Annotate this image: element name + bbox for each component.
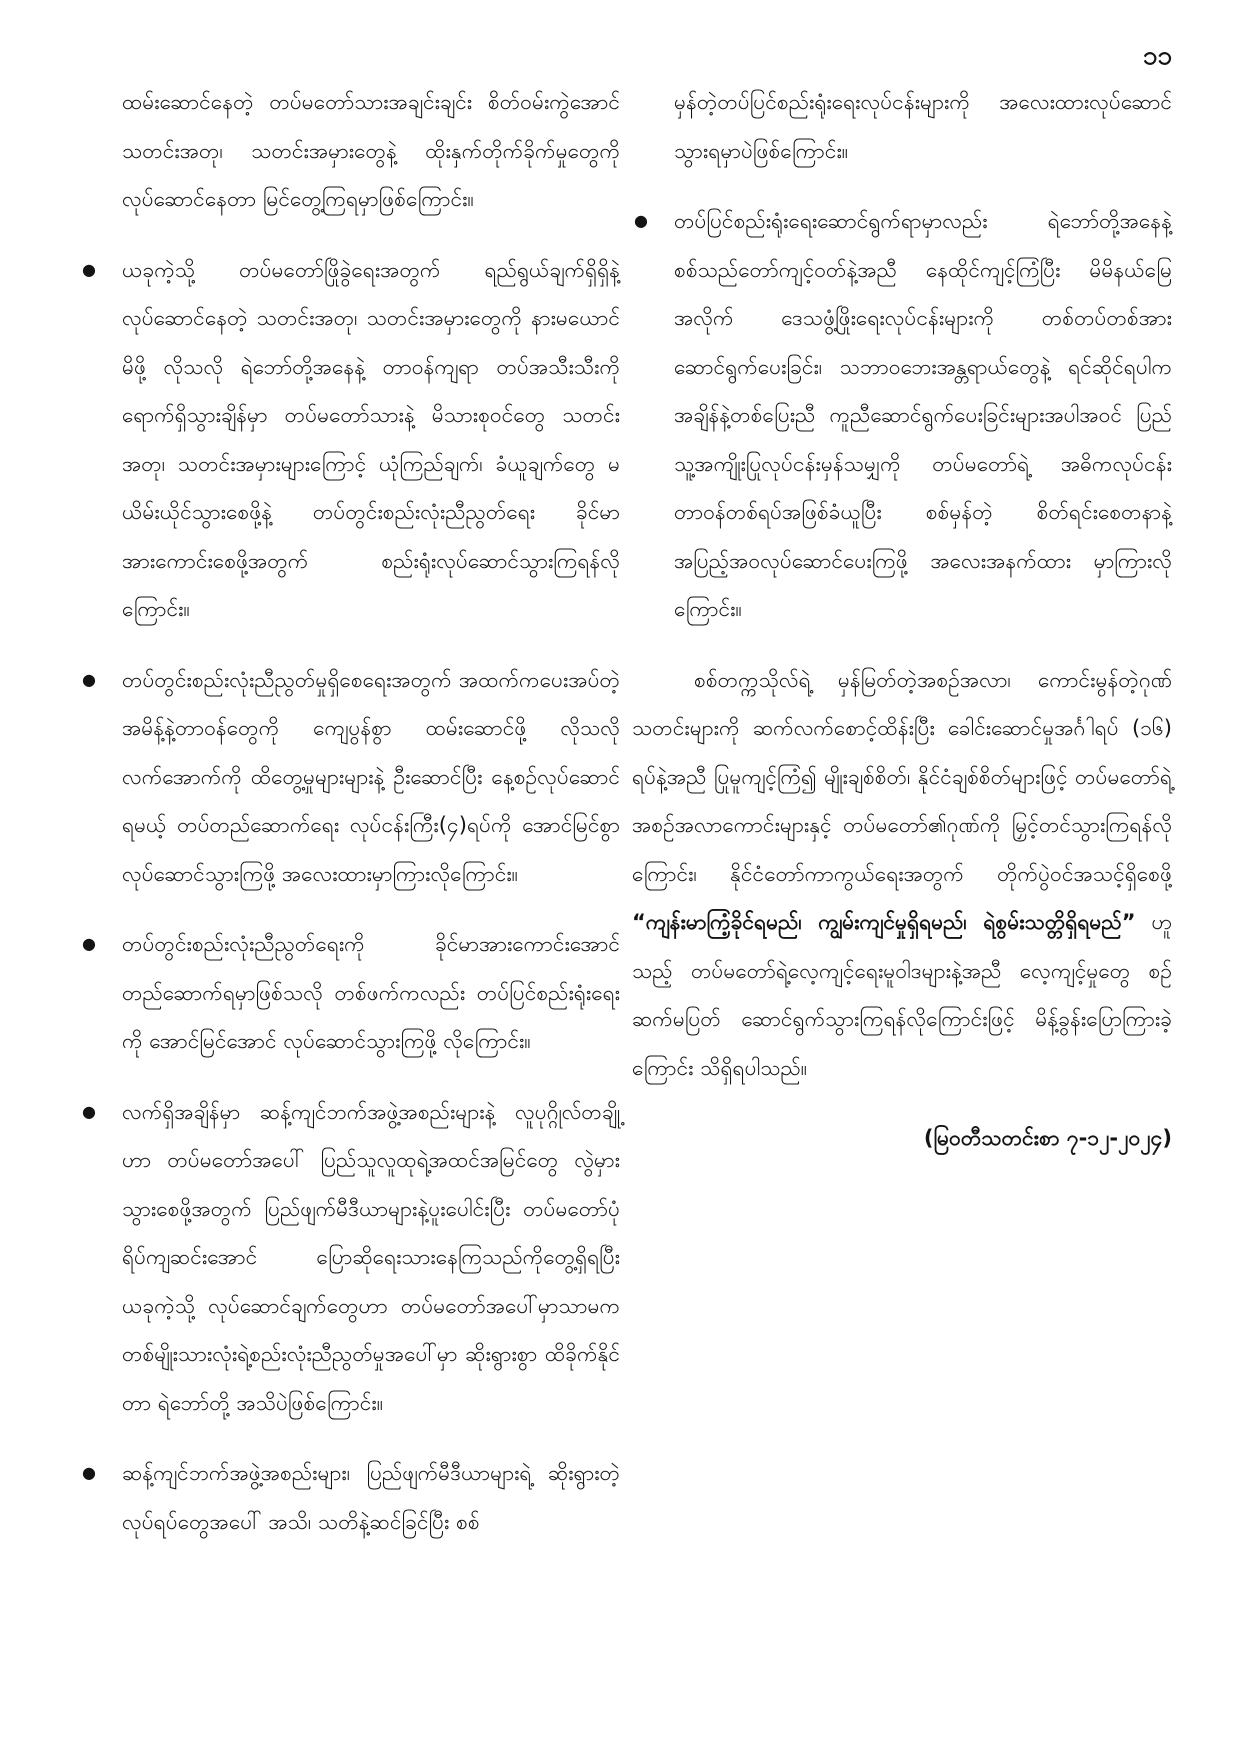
bullet-item [80, 656, 620, 899]
continuation-paragraph: ထမ်းဆောင်နေတဲ့ တပ်မတော်သားအချင်းချင်း စိတ်ဝမ်းကွဲအောင် သတင်းအတု၊ သတင်းအမှားတွေနဲ့ ထိုးနှက်တိုက်ခိုက်မှုတွေကို လုပ်ဆောင်နေတာ မြင်တွေ့ကြရမှာဖြစ်ကြောင်း။ [122, 90, 620, 211]
page-number: ၁၁ [1142, 41, 1172, 71]
bullet-dot-icon: ● [82, 934, 96, 953]
closing-paragraph [632, 656, 1172, 1093]
bullet-dot-icon: ● [82, 669, 96, 689]
bullet-item [80, 246, 620, 634]
bullet-item [80, 920, 620, 1066]
bullet-item [632, 197, 1172, 634]
left-column [80, 78, 620, 1568]
right-column [632, 78, 1172, 1185]
bullet-dot-icon: ● [82, 1101, 96, 1121]
closing-text: စစ်တက္ကသိုလ်ရဲ့ မှန်မြတ်တဲ့အစဉ်အလာ၊ ကောင်းမွန်တဲ့ဂုဏ်သတင်းများကို ဆက်လက်စောင့်ထိန်းပြီး ခေါင်းဆောင်မှုအင်္ဂါရပ် (၁၆) ရပ်နဲ့အညီ ပြုမူကျင့်ကြံ၍ မျိုးချစ်စိတ်၊ နိုင်ငံချစ်စိတ်များဖြင့် တပ်မတော်ရဲ့ အစဉ်အလာကောင်းများနှင့် တပ်မတော်၏ဂုဏ်ကို မြှင့်တင်သွားကြရန်လိုကြောင်း၊ နိုင်ငံတော်ကာကွယ်ရေးအတွက် တိုက်ပွဲဝင်အသင့်ရှိစေဖို့ [632, 667, 1172, 886]
bullet-text: တပ်တွင်းစည်းလုံးညီညွတ်ရေးကို ခိုင်မာအားကောင်းအောင် တည်ဆောက်ရမှာဖြစ်သလို တစ်ဖက်ကလည်း တပ်ပြင်စည်းရုံးရေးကို အောင်မြင်အောင် လုပ်ဆောင်သွားကြဖို့ လိုကြောင်း။ [122, 932, 620, 1053]
bullet-text: ယခုကဲ့သို့ တပ်မတော်ဖြိုခွဲရေးအတွက် ရည်ရွယ်ချက်ရှိရှိနဲ့ လုပ်ဆောင်နေတဲ့ သတင်းအတု၊ သတင်းအမှားတွေကို နားမယောင်မိဖို့ လိုသလို ရဲဘော်တို့အနေနဲ့ တာဝန်ကျရာ တပ်အသီးသီးကို ရောက်ရှိသွားချိန်မှာ တပ်မတော်သားနဲ့ မိသားစုဝင်တွေ သတင်းအတု၊ သတင်းအမှားများကြောင့် ယုံကြည်ချက်၊ ခံယူချက်တွေ မယိမ်းယိုင်သွားစေဖို့နဲ့ တပ်တွင်းစည်းလုံးညီညွတ်ရေး ခိုင်မာအားကောင်းစေဖို့အတွက် စည်းရုံးလုပ်ဆောင်သွားကြရန်လိုကြောင်း။ [122, 257, 620, 621]
training-motto: “ကျန်းမာကြံ့ခိုင်ရမည်၊ ကျွမ်းကျင်မှုရှိရမည်၊ ရဲစွမ်းသတ္တိရှိရမည်” [632, 910, 1136, 934]
bullet-item [80, 1088, 620, 1428]
bullet-dot-icon: ● [82, 259, 96, 279]
continuation-paragraph: မှန်တဲ့တပ်ပြင်စည်းရုံးရေးလုပ်ငန်းများကို အလေးထားလုပ်ဆောင်သွားရမှာပဲဖြစ်ကြောင်း။ [674, 90, 1172, 163]
bullet-item [80, 1449, 620, 1546]
closing-text-end: ဟူသည့် တပ်မတော်ရဲ့လေ့ကျင့်ရေးမူဝါဒများနဲ့အညီ လေ့ကျင့်မှုတွေ စဉ်ဆက်မပြတ် ဆောင်ရွက်သွားကြရန်လိုကြောင်းဖြင့် မိန့်ခွန်းပြောကြားခဲ့ကြောင်း သိရှိရပါသည်။ [632, 910, 1172, 1080]
bullet-text: လက်ရှိအချိန်မှာ ဆန့်ကျင်ဘက်အဖွဲ့အစည်းများနဲ့ လူပုဂ္ဂိုလ်တချို့ဟာ တပ်မတော်အပေါ် ပြည်သူလူထုရဲ့အထင်အမြင်တွေ လွဲမှားသွားစေဖို့အတွက် ပြည်ဖျက်မီဒီယာများနဲ့ပူးပေါင်းပြီး တပ်မတော်ပုံရိပ်ကျဆင်းအောင် ပြောဆိုရေးသားနေကြသည်ကိုတွေ့ရှိရပြီး ယခုကဲ့သို့ လုပ်ဆောင်ချက်တွေဟာ တပ်မတော်အပေါ်မှာသာမက တစ်မျိုးသားလုံးရဲ့စည်းလုံးညီညွတ်မှုအပေါ်မှာ ဆိုးရွားစွာ ထိခိုက်နိုင်တာ ရဲဘော်တို့ အသိပဲဖြစ်ကြောင်း။ [122, 1099, 620, 1415]
bullet-text: ဆန့်ကျင်ဘက်အဖွဲ့အစည်းများ၊ ပြည်ဖျက်မီဒီယာများရဲ့ ဆိုးရွားတဲ့လုပ်ရပ်တွေအပေါ် အသိ၊ သတိနဲ့ဆင်ခြင်ပြီး စစ် [122, 1461, 620, 1534]
bullet-dot-icon: ● [634, 211, 648, 230]
source-citation: (မြဝတီသတင်းစာ ၇-၁၂-၂၀၂၄) [923, 1126, 1172, 1150]
bullet-text: တပ်ပြင်စည်းရုံးရေးဆောင်ရွက်ရာမှာလည်း ရဲဘော်တို့အနေနဲ့ စစ်သည်တော်ကျင့်ဝတ်နဲ့အညီ နေထိုင်ကျင့်ကြံပြီး မိမိနယ်မြေအလိုက် ဒေသဖွံ့ဖြိုးရေးလုပ်ငန်းများကို တစ်တပ်တစ်အား ဆောင်ရွက်ပေးခြင်း၊ သဘာဝဘေးအန္တရာယ်တွေနဲ့ ရင်ဆိုင်ရပါက အချိန်နဲ့တစ်ပြေးညီ ကူညီဆောင်ရွက်ပေးခြင်းများအပါအဝင် ပြည်သူ့အကျိုးပြုလုပ်ငန်းမှန်သမျှကို တပ်မတော်ရဲ့ အဓိကလုပ်ငန်းတာဝန်တစ်ရပ်အဖြစ်ခံယူပြီး စစ်မှန်တဲ့ စိတ်ရင်းစေတနာနဲ့ အပြည့်အဝလုပ်ဆောင်ပေးကြဖို့ အလေးအနက်ထား မှာကြားလိုကြောင်း။ [674, 209, 1172, 621]
bullet-dot-icon: ● [82, 1463, 96, 1482]
bullet-text: တပ်တွင်းစည်းလုံးညီညွတ်မှုရှိစေရေးအတွက် အထက်ကပေးအပ်တဲ့ အမိန့်နဲ့တာဝန်တွေကို ကျေပွန်စွာ ထမ်းဆောင်ဖို့ လိုသလို လက်အောက်ကို ထိတွေ့မှုများများနဲ့ ဦးဆောင်ပြီး နေ့စဉ်လုပ်ဆောင်ရမယ့် တပ်တည်ဆောက်ရေး လုပ်ငန်းကြီး(၄)ရပ်ကို အောင်မြင်စွာ လုပ်ဆောင်သွားကြဖို့ အလေးထားမှာကြားလိုကြောင်း။ [122, 667, 620, 886]
